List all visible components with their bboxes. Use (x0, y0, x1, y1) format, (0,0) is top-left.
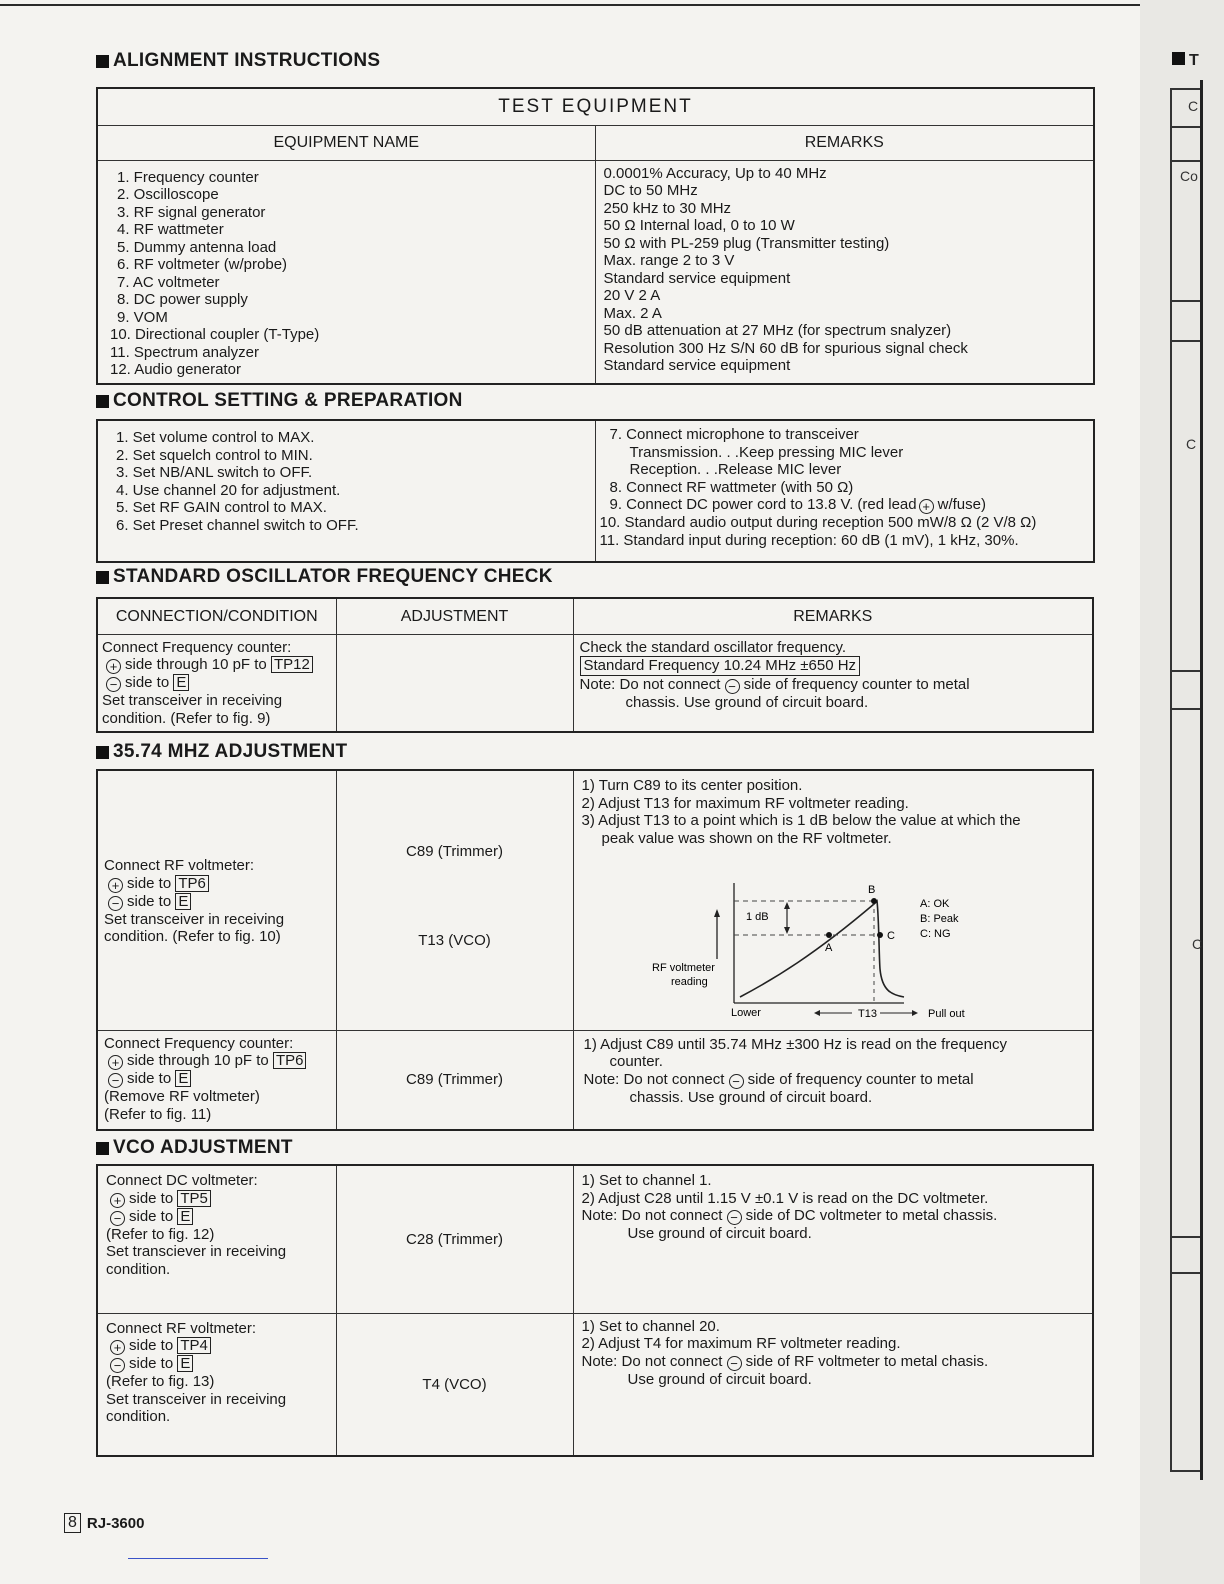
equipment-remark: Standard service equipment (603, 357, 791, 374)
minus-icon: − (110, 1211, 125, 1226)
standard-frequency: Standard Frequency 10.24 MHz ±650 Hz (580, 656, 861, 676)
remark-note: chassis. Use ground of circuit board. (625, 693, 869, 711)
equipment-name: 12. Audio generator (110, 361, 241, 378)
mhz-connection-2 (97, 1030, 336, 1130)
plus-connection: + side through 10 pF to TP12 (102, 656, 332, 674)
adjustment-t13: T13 (VCO) (418, 932, 491, 949)
mhz-adjustment-table (96, 769, 1094, 1131)
vco-connection-2 (97, 1313, 336, 1456)
remark-text: 2) Adjust C28 until 1.15 V ±0.1 V is read on the DC voltmeter. (581, 1189, 989, 1207)
section-title-alignment: ALIGNMENT INSTRUCTIONS (96, 50, 380, 72)
x-label-t13: T13 (857, 1008, 877, 1020)
vco-remarks-2 (573, 1313, 1093, 1456)
control-setting-table (96, 419, 1095, 563)
plus-connection: + side to TP5 (106, 1190, 328, 1208)
minus-connection: − side to E (102, 674, 332, 692)
mhz-connection-1 (97, 770, 336, 1030)
label-1db: 1 dB (745, 911, 769, 923)
adjustment-c89: C89 (Trimmer) (406, 843, 503, 860)
vco-adjustment-table (96, 1164, 1094, 1457)
minus-connection: − side to E (104, 1070, 330, 1088)
adjacent-page-rule (1172, 1272, 1200, 1274)
control-step: 6. Set Preset channel switch to OFF. (116, 516, 359, 534)
adjacent-page-rule (1172, 708, 1200, 710)
minus-icon: − (108, 1073, 123, 1088)
condition-text: condition. (Refer to fig. 10) (104, 928, 281, 945)
control-step: 1. Set volume control to MAX. (116, 429, 315, 446)
remark-text: 2) Adjust T4 for maximum RF voltmeter reading. (581, 1335, 901, 1352)
equipment-remarks-list (595, 160, 1094, 384)
point-b (871, 898, 877, 904)
control-step: 4. Use channel 20 for adjustment. (116, 481, 341, 499)
equipment-name: 10. Directional coupler (T-Type) (110, 326, 320, 343)
remarks-header: REMARKS (573, 598, 1093, 634)
plus-icon: + (108, 878, 123, 893)
condition-text: (Refer to fig. 12) (106, 1225, 215, 1243)
equipment-remark: 50 Ω with PL-259 plug (Transmitter testing) (603, 234, 890, 252)
adjacent-page-rule (1172, 126, 1200, 128)
oscillator-remarks (573, 634, 1093, 732)
adjacent-page-rule (1172, 340, 1200, 342)
test-point-tp5: TP5 (177, 1190, 211, 1207)
right-arrow-head-icon (912, 1010, 918, 1016)
test-equipment-title: TEST EQUIPMENT (97, 88, 1094, 125)
condition-text: (Refer to fig. 13) (106, 1373, 215, 1390)
control-step: 3. Set NB/ANL switch to OFF. (116, 464, 313, 481)
db-arrow-up-icon (784, 902, 790, 909)
plus-connection: + side through 10 pF to TP6 (104, 1052, 330, 1070)
db-arrow-down-icon (784, 927, 790, 934)
equipment-remark: 250 kHz to 30 MHz (603, 199, 732, 217)
control-step: 11. Standard input during reception: 60 dB (1 mV), 1 kHz, 30%. (599, 531, 1019, 549)
bullet-icon (96, 746, 109, 759)
equipment-remark: Standard service equipment (603, 269, 791, 287)
ground-e: E (177, 1355, 193, 1372)
connection-header: CONNECTION/CONDITION (97, 598, 336, 634)
adjacent-page-rule (1172, 300, 1200, 302)
remark-note: Use ground of circuit board. (627, 1225, 812, 1242)
adjacent-page-edge (1200, 80, 1203, 1480)
remark-note: Note: Do not connect − side of RF voltmeter to metal chasis. (581, 1352, 989, 1371)
vco-remarks-1 (573, 1165, 1093, 1313)
equipment-remark: 50 Ω Internal load, 0 to 10 W (603, 217, 795, 234)
equipment-remark: Max. 2 A (603, 304, 662, 322)
minus-icon: − (727, 1356, 742, 1371)
adjacent-page-text: C (1186, 436, 1197, 452)
equipment-remark: DC to 50 MHz (603, 182, 698, 199)
minus-connection: − side to E (106, 1355, 328, 1373)
minus-icon: − (727, 1210, 742, 1225)
adjacent-page-rule (1172, 670, 1200, 672)
ground-e: E (177, 1208, 193, 1225)
remark-text: 1) Turn C89 to its center position. (581, 777, 803, 794)
minus-icon: − (108, 896, 123, 911)
connection-title: Connect RF voltmeter: (106, 1319, 257, 1337)
test-point-tp12: TP12 (271, 656, 313, 673)
connection-title: Connect Frequency counter: (102, 638, 292, 656)
point-a (826, 932, 832, 938)
connection-title: Connect DC voltmeter: (106, 1172, 258, 1189)
equipment-remark: 20 V 2 A (603, 287, 661, 304)
model-number: RJ-3600 (86, 1514, 145, 1532)
remark-text: 1) Set to channel 20. (581, 1317, 720, 1335)
test-equipment-table (96, 87, 1095, 385)
plus-icon: + (919, 499, 934, 514)
minus-icon: − (106, 677, 121, 692)
control-step: 5. Set RF GAIN control to MAX. (116, 499, 327, 516)
minus-icon: − (729, 1074, 744, 1089)
section-title-control: CONTROL SETTING & PREPARATION (96, 390, 463, 412)
adjacent-page-table (1170, 88, 1202, 1472)
connection-title: Connect Frequency counter: (104, 1034, 294, 1052)
control-step: 7. Connect microphone to transceiver (609, 426, 859, 443)
minus-icon: − (725, 679, 740, 694)
x-label-pull-out: Pull out (927, 1008, 965, 1020)
condition-text: Set transceiver in receiving (104, 910, 285, 928)
minus-icon: − (110, 1358, 125, 1373)
adjacent-page-rule (1172, 1236, 1200, 1238)
remark-text: peak value was shown on the RF voltmeter. (601, 829, 892, 847)
control-steps-left (97, 420, 595, 562)
remark-text: Check the standard oscillator frequency. (579, 638, 847, 656)
legend-b: B: Peak (919, 913, 959, 925)
minus-connection: − side to E (106, 1208, 328, 1226)
label-a: A (824, 942, 832, 954)
plus-icon: + (106, 659, 121, 674)
bullet-icon (96, 395, 109, 408)
rf-voltmeter-graph (574, 879, 1094, 1029)
ground-e: E (173, 674, 189, 691)
adjustment-header: ADJUSTMENT (336, 598, 573, 634)
control-steps-right (595, 420, 1094, 562)
equipment-name: 2. Oscilloscope (117, 186, 219, 203)
bullet-icon (96, 55, 109, 68)
control-step-detail: Reception. . .Release MIC lever (629, 461, 842, 478)
page-number: 8 (64, 1513, 81, 1533)
condition-text: condition. (106, 1260, 171, 1278)
mhz-adjustment-1 (336, 770, 573, 1030)
y-label-line1: RF voltmeter (651, 962, 715, 974)
remark-note: Use ground of circuit board. (627, 1370, 812, 1388)
section-title-vco: VCO ADJUSTMENT (96, 1137, 293, 1159)
equipment-name: 4. RF wattmeter (117, 221, 224, 238)
adjacent-page-text: C (1192, 936, 1203, 952)
section-title-35-74-mhz: 35.74 MHZ ADJUSTMENT (96, 741, 347, 763)
bullet-icon (96, 571, 109, 584)
minus-connection: − side to E (104, 893, 330, 911)
equipment-name-header: EQUIPMENT NAME (97, 125, 595, 160)
equipment-name: 7. AC voltmeter (117, 273, 220, 291)
point-c (877, 932, 883, 938)
oscillator-connection (97, 634, 336, 732)
ground-e: E (175, 893, 191, 910)
plus-icon: + (110, 1193, 125, 1208)
vco-adjustment-2: T4 (VCO) (336, 1313, 573, 1456)
remark-note: Note: Do not connect − side of frequency counter to metal (579, 675, 970, 694)
page-footer (64, 1513, 144, 1533)
bullet-icon (96, 1142, 109, 1155)
connection-title: Connect RF voltmeter: (104, 857, 255, 874)
remark-text: 1) Set to channel 1. (581, 1172, 712, 1189)
equipment-name: 9. VOM (117, 308, 168, 326)
adjacent-page-text: C (1188, 98, 1199, 114)
mhz-remarks-1 (573, 770, 1093, 1030)
remark-note: Note: Do not connect − side of DC voltmeter to metal chassis. (581, 1207, 998, 1225)
condition-text: condition. (Refer to fig. 9) (102, 709, 271, 727)
plus-connection: + side to TP6 (104, 875, 330, 893)
condition-text: condition. (106, 1408, 171, 1425)
y-arrow-head-icon (714, 909, 720, 917)
adjacent-page-heading: T (1172, 52, 1199, 70)
condition-text: Set transceiver in receiving (106, 1390, 287, 1408)
plus-icon: + (108, 1055, 123, 1070)
equipment-name-list (97, 160, 595, 384)
adjacent-page-text: Co (1180, 168, 1198, 184)
condition-text: (Remove RF voltmeter) (104, 1088, 260, 1105)
equipment-name: 1. Frequency counter (117, 168, 259, 186)
vco-adjustment-1: C28 (Trimmer) (336, 1165, 573, 1313)
remark-text: 2) Adjust T13 for maximum RF voltmeter reading. (581, 794, 909, 812)
test-point-tp4: TP4 (177, 1337, 211, 1354)
top-rule (0, 4, 1140, 6)
mhz-remarks-2 (573, 1030, 1093, 1130)
left-arrow-head-icon (814, 1010, 820, 1016)
test-point-tp6: TP6 (175, 875, 209, 892)
equipment-remark: Max. range 2 to 3 V (603, 252, 735, 269)
remark-text: counter. (609, 1053, 663, 1070)
section-title-oscillator: STANDARD OSCILLATOR FREQUENCY CHECK (96, 566, 553, 588)
remark-text: 1) Adjust C89 until 35.74 MHz ±300 Hz is read on the frequency (583, 1035, 1007, 1053)
plus-connection: + side to TP4 (106, 1337, 328, 1355)
remark-note: Note: Do not connect − side of frequency counter to metal (583, 1070, 974, 1089)
vco-connection-1 (97, 1165, 336, 1313)
remarks-header: REMARKS (595, 125, 1094, 160)
control-step: 8. Connect RF wattmeter (with 50 Ω) (609, 478, 854, 496)
legend-c: C: NG (919, 928, 951, 940)
equipment-remark: Resolution 300 Hz S/N 60 dB for spurious signal check (603, 339, 968, 357)
label-c: C (886, 930, 895, 942)
equipment-remark: 0.0001% Accuracy, Up to 40 MHz (603, 164, 827, 182)
condition-text: Set transceiver in receiving (102, 692, 283, 709)
remark-text: 3) Adjust T13 to a point which is 1 dB below the value at which the (581, 812, 1021, 829)
remark-note: chassis. Use ground of circuit board. (629, 1088, 873, 1106)
control-step-detail: Transmission. . .Keep pressing MIC lever (629, 443, 904, 461)
control-step: 10. Standard audio output during reception 500 mW/8 Ω (2 V/8 Ω) (599, 514, 1037, 531)
control-step: 2. Set squelch control to MIN. (116, 446, 313, 464)
adjacent-page-rule (1172, 160, 1200, 162)
y-label-line2: reading (670, 976, 708, 988)
test-point-tp6: TP6 (273, 1052, 307, 1069)
condition-text: (Refer to fig. 11) (104, 1105, 212, 1123)
plus-icon: + (110, 1340, 125, 1355)
oscillator-check-table (96, 597, 1094, 733)
legend-a: A: OK (919, 898, 949, 910)
equipment-remark: 50 dB attenuation at 27 MHz (for spectrum snalyzer) (603, 322, 952, 339)
ground-e: E (175, 1070, 191, 1087)
condition-text: Set transciever in receiving (106, 1243, 287, 1260)
control-step: 9. Connect DC power cord to 13.8 V. (red lead + w/fuse) (609, 496, 986, 514)
equipment-name: 3. RF signal generator (117, 203, 266, 221)
label-b: B (867, 884, 875, 896)
equipment-name: 5. Dummy antenna load (117, 238, 277, 256)
x-label-lower: Lower (730, 1007, 761, 1019)
equipment-name: 11. Spectrum analyzer (110, 343, 259, 361)
mhz-adjustment-2: C89 (Trimmer) (336, 1030, 573, 1130)
oscillator-adjustment (336, 634, 573, 732)
bottom-rule (128, 1558, 268, 1559)
equipment-name: 8. DC power supply (117, 291, 248, 308)
equipment-name: 6. RF voltmeter (w/probe) (117, 256, 288, 273)
